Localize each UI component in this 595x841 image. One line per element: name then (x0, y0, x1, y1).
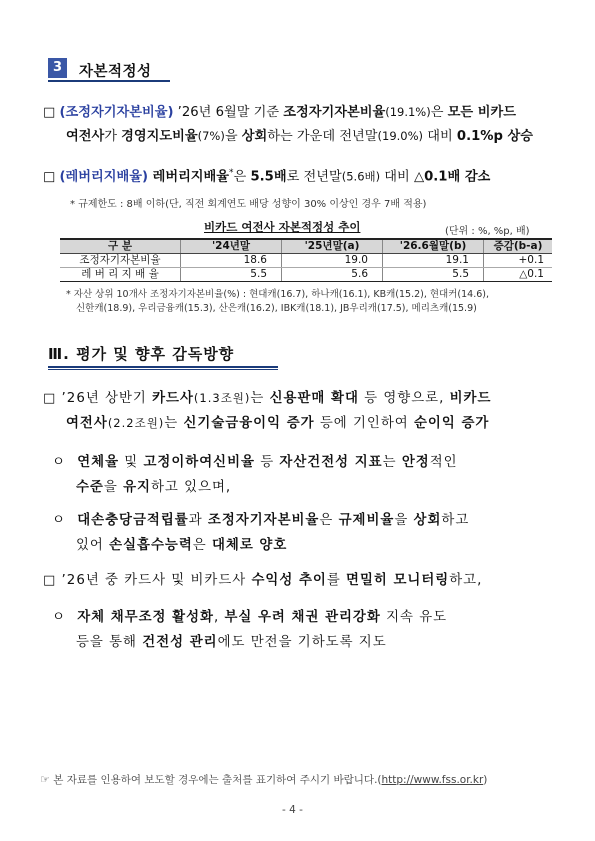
square-bullet: □ (43, 105, 56, 120)
text: 비카드 (449, 391, 492, 406)
text: 하고 (441, 513, 470, 528)
footnote-mark: * (229, 168, 234, 178)
table-header-cell: 구 분 (60, 239, 181, 254)
text: 등에 기인하여 (314, 416, 414, 431)
text: (7%) (197, 129, 225, 143)
text: 여전사 (66, 129, 105, 144)
text: 등을 통해 (76, 635, 143, 650)
text: 레버리지배율 (148, 169, 230, 185)
footer-text: ) (483, 774, 488, 786)
sub-bullet-3-line2 (76, 630, 387, 656)
text: 있어 (76, 538, 110, 553)
table-cell: 5.5 (383, 268, 484, 282)
text: 및 (119, 455, 144, 470)
text: 하고, (449, 573, 483, 588)
section-iii-title: Ⅲ. 평가 및 향후 감독방향 (48, 345, 235, 363)
table-row (60, 254, 552, 268)
text: 조정자기자본비율 (207, 513, 320, 528)
table-cell: 조정자기자본비율 (60, 254, 181, 268)
text: (2.2조원) (107, 416, 165, 430)
table-cell: 19.1 (383, 254, 484, 268)
sub-bullet-2 (52, 508, 469, 534)
text: 대비 (423, 129, 457, 144)
text: 상회 (413, 513, 442, 528)
section-underline (48, 369, 278, 370)
table-cell: 19.0 (282, 254, 383, 268)
text: 하고 있으며, (150, 480, 232, 495)
section-title: 자본적정성 (79, 64, 152, 80)
square-bullet: □ (43, 573, 57, 588)
assets-note-line2: 신한캐(18.9), 우리금융캐(15.3), 산은캐(16.2), IBK캐(18.1), JB우리캐(17.5), 메리츠캐(15.9) (76, 303, 477, 314)
text: 건전성 관리 (142, 635, 218, 650)
text: , (213, 610, 225, 625)
text: 는 (382, 455, 402, 470)
circle-bullet: ㅇ (52, 610, 66, 625)
text: 대체로 양호 (211, 538, 288, 553)
text: 과 (188, 513, 208, 528)
text: (5.6배) (341, 169, 381, 184)
text: 적인 (429, 455, 458, 470)
text: 경영지도비율 (121, 129, 198, 144)
table-cell: 18.6 (181, 254, 282, 268)
text: 0.1%p 상승 (456, 129, 534, 144)
table-cell: +0.1 (484, 254, 553, 268)
text: 은 (319, 513, 339, 528)
text: 은 (233, 169, 251, 185)
pointing-hand-icon: ☞ (40, 773, 50, 786)
text: (1.3조원) (193, 391, 251, 405)
text: 로 전년말 (286, 169, 342, 185)
circle-bullet: ㅇ (52, 455, 66, 470)
table-cell: 5.6 (282, 268, 383, 282)
text: 가 (104, 129, 122, 144)
footer-text: 본 자료를 인용하여 보도할 경우에는 출처를 표기하여 주시기 바랍니다.( (53, 774, 382, 786)
text: (19.1%) (385, 105, 431, 119)
text: 대비 (380, 169, 414, 185)
sub-bullet-1 (52, 450, 458, 476)
text: 상회 (241, 129, 268, 144)
circle-bullet: ㅇ (52, 513, 66, 528)
text: 면밀히 모니터링 (346, 573, 450, 588)
text: 연체율 (77, 455, 120, 470)
text: 여전사 (66, 416, 108, 431)
regulation-note: * 규제한도 : 8배 이하(단, 직전 회계연도 배당 성향이 30% 이상인 경우 7배 적용) (70, 199, 427, 210)
text: 을 (224, 129, 242, 144)
text: 수익성 추이 (251, 573, 327, 588)
text: 조정자기자본비율 (283, 105, 386, 120)
text: 하는 가운데 전년말 (267, 129, 378, 144)
sub-bullet-1-line2 (76, 475, 231, 501)
text: 등 (254, 455, 280, 470)
text: 는 (164, 416, 184, 431)
footer-link[interactable]: http://www.fss.or.kr (381, 774, 484, 786)
footer-note (40, 772, 487, 787)
text: 자체 채무조정 활성화 (77, 610, 214, 625)
evaluation-paragraph-1-line2 (66, 410, 489, 437)
square-bullet: □ (43, 391, 57, 406)
text: 을 (103, 480, 124, 495)
table-cell: 레 버 리 지 배 율 (60, 268, 181, 282)
text: 신기술금융이익 증가 (183, 416, 315, 431)
table-row (60, 268, 552, 282)
table-unit: (단위 : %, %p, 배) (445, 226, 530, 237)
sub-bullet-2-line2 (76, 533, 287, 559)
text: 지속 유도 (380, 610, 448, 625)
evaluation-paragraph-2 (43, 568, 482, 594)
text: 부실 우려 채권 관리강화 (224, 610, 381, 625)
text: 규제비율 (338, 513, 395, 528)
table-cell: △0.1 (484, 268, 553, 282)
text: 순이익 증가 (413, 416, 490, 431)
text: 은 (430, 105, 448, 120)
text: 자산건전성 지표 (279, 455, 383, 470)
capital-ratio-paragraph (43, 99, 563, 126)
text: ’26년 6월말 기준 (173, 105, 284, 120)
tag-label: (조정자기자본비율) (59, 105, 174, 120)
table-header-cell: 증감(b-a) (484, 239, 553, 254)
square-bullet: □ (43, 169, 56, 185)
page-number: - 4 - (282, 804, 303, 816)
text: 모든 비카드 (447, 105, 516, 120)
table-header-cell: '26.6월말(b) (383, 239, 484, 254)
text: 수준 (76, 480, 104, 495)
table-header-cell: '24년말 (181, 239, 282, 254)
text: 은 (192, 538, 212, 553)
text: 는 (250, 391, 270, 406)
text: 카드사 (152, 391, 194, 406)
text: 고정이하여신비율 (143, 455, 255, 470)
capital-adequacy-table (60, 238, 552, 282)
text: 을 (394, 513, 414, 528)
evaluation-paragraph-1 (43, 385, 491, 412)
text: 유지 (123, 480, 151, 495)
text: 5.5배 (250, 169, 287, 185)
sub-bullet-3 (52, 605, 447, 631)
tag-label: (레버리지배율) (59, 169, 148, 185)
capital-ratio-paragraph-line2 (66, 123, 533, 150)
table-title: 비카드 여전사 자본적정성 추이 (204, 220, 361, 234)
text: 등 영향으로, (358, 391, 450, 406)
section-underline (48, 80, 170, 82)
text: △0.1배 감소 (413, 169, 491, 185)
text: 신용판매 확대 (269, 391, 359, 406)
table-cell: 5.5 (181, 268, 282, 282)
text: 대손충당금적립률 (77, 513, 189, 528)
text: ’26년 상반기 (56, 391, 153, 406)
text: 를 (326, 573, 347, 588)
text: ’26년 중 카드사 및 비카드사 (56, 573, 252, 588)
assets-note-line1: * 자산 상위 10개사 조정자기자본비율(%) : 현대캐(16.7), 하나캐(16.1), KB캐(15.2), 현대커(14.6), (66, 289, 489, 300)
text: 에도 만전을 기하도록 지도 (217, 635, 387, 650)
text: (19.0%) (377, 129, 424, 143)
text: 안정 (401, 455, 430, 470)
text: 손실흡수능력 (109, 538, 193, 553)
section-underline (48, 366, 278, 368)
section-number-badge: 3 (48, 58, 67, 78)
table-header-cell: '25년말(a) (282, 239, 383, 254)
leverage-paragraph (43, 160, 490, 190)
